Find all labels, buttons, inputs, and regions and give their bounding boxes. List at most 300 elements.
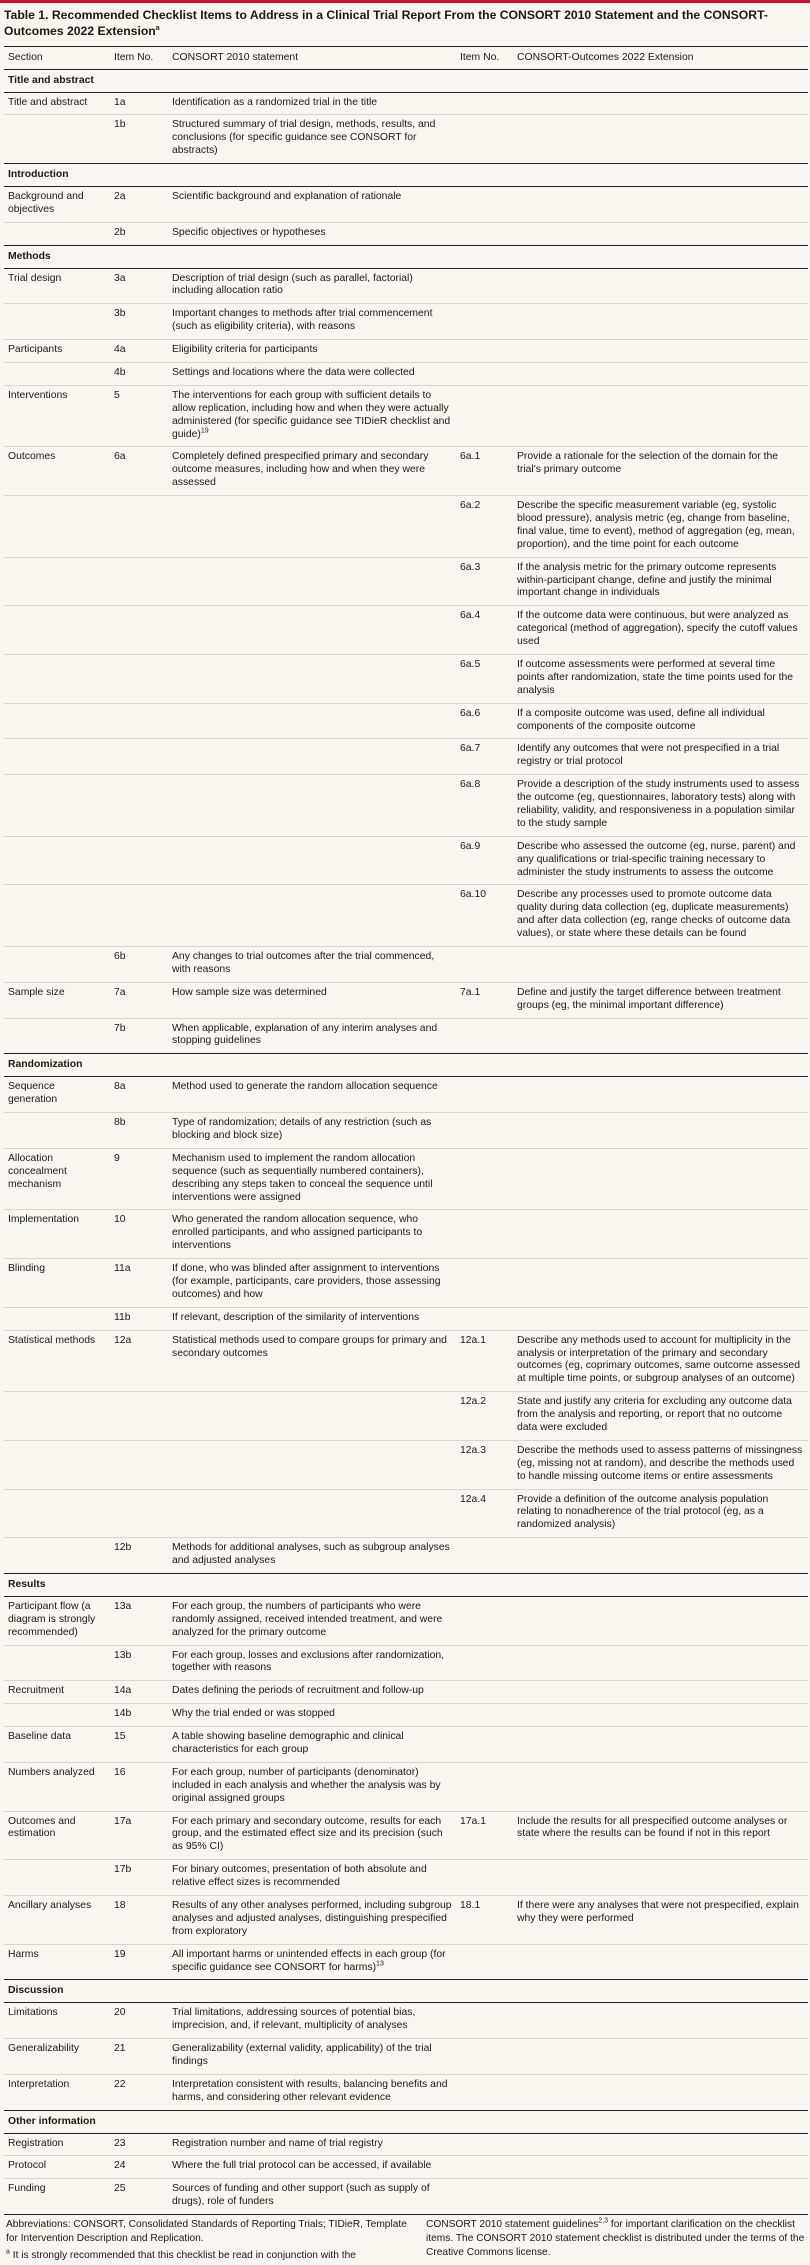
checklist-row [4,1259,808,1308]
section-cell-text: Trial design [8,272,62,284]
section-cell [4,92,110,115]
extension-item-number-cell-text: 6a.3 [460,561,481,573]
extension-item-number-cell [456,1489,513,1538]
item-number-cell [110,1596,168,1645]
table-caption [0,3,810,46]
consort-2010-item-cell-text: Trial limitations, addressing sources of potential bias, imprecision, and, if relevant, multiplicity of analyses [172,2007,416,2032]
item-number-cell [110,362,168,385]
extension-item-cell [513,222,808,245]
extension-item-number-cell-text: 6a.2 [460,500,481,512]
item-number-cell [110,496,168,558]
checklist-row [4,1704,808,1727]
section-cell [4,1896,110,1945]
extension-item-cell [513,1148,808,1210]
title-footnote-marker: a [155,24,160,32]
extension-item-number-cell-text: 12a.4 [460,1493,487,1505]
footnote-a-marker: a [6,2248,10,2256]
extension-item-number-cell [456,1210,513,1259]
extension-item-cell [513,557,808,606]
consort-2010-item-cell [168,2156,456,2179]
consort-2010-item-cell [168,1210,456,1259]
checklist-row [4,1113,808,1149]
item-number-cell [110,2039,168,2075]
consort-2010-item-cell [168,1681,456,1704]
section-cell [4,2179,110,2214]
section-cell-text: Participant flow (a diagram is strongly recommended) [8,1600,96,1638]
consort-2010-item-cell [168,885,456,947]
extension-item-number-cell-text: 12a.1 [460,1334,487,1346]
footnotes-left-column [4,2218,416,2265]
footnote-a-text: It is strongly recommended that this checklist be read in conjunction with the [12,2249,356,2261]
section-cell-text: Sample size [8,986,65,998]
extension-item-number-cell-text: 6a.9 [460,840,481,852]
section-cell [4,775,110,837]
consort-2010-item-cell [168,1860,456,1896]
section-cell-text: Outcomes [8,451,56,463]
consort-2010-item-cell-text: Scientific background and explanation of rationale [172,190,402,202]
extension-item-number-cell-text: 6a.4 [460,610,481,622]
extension-item-cell [513,1018,808,1054]
item-number-cell-text: 19 [114,1948,126,1960]
extension-item-number-cell [456,885,513,947]
section-heading-row [4,245,808,268]
checklist-row [4,1762,808,1811]
item-number-cell [110,1811,168,1860]
checklist-row [4,2133,808,2156]
extension-item-number-cell [456,2133,513,2156]
extension-item-cell-text: Provide a definition of the outcome analysis population relating to nonadherence of the trial protocol (eg, as a randomized analysis) [517,1493,769,1531]
extension-item-cell [513,385,808,447]
item-number-cell [110,1440,168,1489]
item-number-cell [110,775,168,837]
checklist-row [4,1307,808,1330]
consort-2010-item-cell-text: Eligibility criteria for participants [172,344,318,356]
section-heading: Discussion [4,1980,808,2003]
table-body [4,69,808,2214]
footnote-a-continued [426,2218,808,2259]
checklist-row [4,186,808,222]
checklist-row [4,885,808,947]
consort-2010-item-cell [168,1113,456,1149]
section-heading: Other information [4,2110,808,2133]
extension-item-cell [513,1811,808,1860]
extension-item-cell [513,1330,808,1392]
extension-item-number-cell-text: 6a.5 [460,659,481,670]
item-number-cell-text: 15 [114,1731,126,1743]
extension-item-cell [513,2133,808,2156]
extension-item-number-cell [456,655,513,704]
section-cell [4,557,110,606]
consort-2010-item-cell-text: Registration number and name of trial registry [172,2137,383,2149]
extension-item-cell [513,655,808,704]
extension-item-cell-text: Describe the specific measurement variable (eg, systolic blood pressure), analysis metric (eg, change from baseline, final value, time to event), method of aggregation (eg, mean, proportion), and the time point for each outcome [517,500,795,550]
section-cell-text: Limitations [8,2007,58,2019]
item-number-cell-text: 4b [114,366,126,378]
reference-superscript: 13 [376,1960,384,1968]
extension-item-number-cell [456,222,513,245]
item-number-cell [110,1307,168,1330]
checklist-row [4,1596,808,1645]
section-cell [4,1018,110,1054]
section-cell [4,1727,110,1763]
extension-item-number-cell [456,1077,513,1113]
checklist-row [4,1727,808,1763]
extension-item-number-cell-text: 12a.3 [460,1444,487,1456]
checklist-row [4,268,808,304]
consort-2010-item-cell-text: Generalizability (external validity, applicability) of the trial findings [172,2043,432,2068]
item-number-cell [110,1489,168,1538]
extension-item-cell-text: Describe the methods used to assess patterns of missingness (eg, missing not at random), and describe the methods used to handle missing outcome items or entire assessments [517,1444,803,1482]
item-number-cell-text: 13a [114,1600,132,1612]
extension-item-cell-text: Describe any processes used to promote outcome data quality during data collection (eg, duplicate measurements) and after data collection (eg, range checks of outcome data values), or state where these details can be found [517,889,791,940]
extension-item-number-cell-text: 17a.1 [460,1815,487,1827]
consort-2010-item-cell-text: How sample size was determined [172,986,327,998]
section-cell-text: Background and objectives [8,190,84,215]
extension-item-cell [513,606,808,655]
item-number-cell-text: 2b [114,226,126,238]
extension-item-cell [513,2179,808,2214]
section-heading-row [4,1980,808,2003]
extension-item-number-cell [456,362,513,385]
table-header-row [4,46,808,69]
extension-item-number-cell [456,1681,513,1704]
consort-2010-item-cell [168,186,456,222]
checklist-row [4,1392,808,1441]
item-number-cell [110,1538,168,1574]
extension-item-cell-text: Include the results for all prespecified outcome analyses or state where the results can be found if not in this report [517,1815,788,1840]
checklist-row [4,836,808,885]
item-number-cell [110,2003,168,2039]
checklist-row [4,496,808,558]
section-cell [4,2039,110,2075]
consort-2010-item-cell-text: Sources of funding and other support (such as supply of drugs), role of funders [172,2183,430,2208]
checklist-row [4,385,808,447]
extension-item-number-cell [456,2156,513,2179]
checklist-row [4,1681,808,1704]
section-cell [4,1330,110,1392]
checklist-row [4,1077,808,1113]
extension-item-cell [513,1681,808,1704]
item-number-cell [110,2156,168,2179]
section-cell [4,2003,110,2039]
section-heading-row [4,1054,808,1077]
section-cell-text: Harms [8,1948,39,1960]
extension-item-cell [513,1896,808,1945]
consort-2010-item-cell [168,1538,456,1574]
item-number-cell [110,385,168,447]
item-number-cell [110,1210,168,1259]
extension-item-cell [513,1645,808,1681]
extension-item-number-cell [456,1811,513,1860]
section-heading-row [4,1573,808,1596]
extension-item-cell-text: Describe any methods used to account for multiplicity in the analysis or interpretation of the primary and secondary outcomes (eg, coprimary outcomes, same outcome assessed at multiple time points, or subgroup analyses of an outcome) [517,1334,800,1385]
consort-2010-item-cell-text: For each group, losses and exclusions after randomization, together with reasons [172,1649,445,1674]
consort-2010-item-cell [168,1148,456,1210]
section-cell [4,222,110,245]
extension-item-cell-text: If outcome assessments were performed at several time points after randomization, state the time points used for the analysis [517,659,794,696]
section-heading: Results [4,1573,808,1596]
item-number-cell-text: 20 [114,2007,126,2019]
item-number-cell [110,268,168,304]
checklist-row [4,1489,808,1538]
section-cell [4,606,110,655]
section-cell [4,385,110,447]
section-cell [4,447,110,496]
consort-2010-item-cell [168,222,456,245]
item-number-cell [110,557,168,606]
checklist-row [4,362,808,385]
item-number-cell-text: 23 [114,2137,126,2149]
item-number-cell-text: 22 [114,2078,126,2090]
section-cell [4,2133,110,2156]
extension-item-number-cell [456,1148,513,1210]
extension-item-cell-text: If the outcome data were continuous, but were analyzed as categorical (method of aggregation), specify the cutoff values used [517,610,798,648]
consort-2010-item-cell [168,340,456,363]
consort-2010-item-cell-text: The interventions for each group with sufficient details to allow replication, including how and when they were actually administered (for specific guidance see TIDieR checklist and guide) [172,389,451,440]
extension-item-cell [513,496,808,558]
item-number-cell [110,885,168,947]
consort-2010-item-cell [168,1896,456,1945]
extension-item-cell [513,340,808,363]
section-cell [4,186,110,222]
section-cell [4,496,110,558]
item-number-cell-text: 5 [114,389,120,401]
extension-item-number-cell [456,385,513,447]
item-number-cell [110,1681,168,1704]
item-number-cell-text: 17b [114,1864,132,1876]
section-cell-text: Allocation concealment mechanism [8,1152,67,1190]
section-cell [4,885,110,947]
section-cell [4,1440,110,1489]
extension-item-cell [513,1113,808,1149]
extension-item-cell [513,268,808,304]
item-number-cell [110,1113,168,1149]
consort-2010-item-cell [168,447,456,496]
item-number-cell-text: 17a [114,1815,132,1827]
item-number-cell [110,739,168,775]
consort-2010-item-cell [168,775,456,837]
extension-item-cell-text: Provide a rationale for the selection of the domain for the trial's primary outcome [517,451,779,476]
extension-item-cell [513,1538,808,1574]
section-heading: Methods [4,245,808,268]
section-cell [4,655,110,704]
section-cell [4,1944,110,1980]
abbreviations-note: Abbreviations: CONSORT, Consolidated Standards of Reporting Trials; TIDieR, Template for Intervention Description and Replication. [6,2219,407,2244]
item-number-cell [110,1944,168,1980]
item-number-cell-text: 16 [114,1766,126,1778]
checklist-table [4,46,808,2214]
consort-2010-item-cell [168,496,456,558]
extension-item-cell-text: Identify any outcomes that were not prespecified in a trial registry or trial protocol [517,743,780,768]
footnote-a-cont-pre: CONSORT 2010 statement guidelines [426,2219,599,2231]
extension-item-number-cell [456,1538,513,1574]
section-cell-text: Recruitment [8,1685,65,1697]
item-number-cell-text: 18 [114,1900,126,1912]
extension-item-cell [513,947,808,983]
item-number-cell-text: 9 [114,1152,120,1164]
consort-2010-item-cell [168,655,456,704]
checklist-row [4,1645,808,1681]
consort-2010-item-cell-text: Who generated the random allocation sequence, who enrolled participants, and who assigned participants to interventions [172,1214,423,1252]
consort-2010-item-cell [168,2179,456,2214]
extension-item-cell [513,1210,808,1259]
consort-2010-item-cell [168,1811,456,1860]
consort-2010-item-cell-text: For each primary and secondary outcome, results for each group, and the estimated effect size and its precision (such as 95% CI) [172,1815,443,1853]
consort-2010-item-cell [168,2003,456,2039]
item-number-cell [110,2133,168,2156]
column-header-extension-item-no: Item No. [456,46,513,69]
section-cell [4,1392,110,1441]
section-cell-text: Interventions [8,389,68,401]
footnote-a [6,2249,416,2263]
item-number-cell-text: 8b [114,1117,126,1129]
consort-2010-item-cell [168,2039,456,2075]
consort-2010-item-cell-text: Important changes to methods after trial commencement (such as eligibility criteria), with reasons [172,308,433,333]
extension-item-cell [513,885,808,947]
item-number-cell-text: 24 [114,2160,126,2172]
item-number-cell [110,947,168,983]
extension-item-cell-text: Provide a description of the study instruments used to assess the outcome (eg, questionnaires, laboratory tests) along with reliability, validity, and responsiveness in a population similar to the study sample [517,779,800,829]
consort-2010-item-cell [168,2133,456,2156]
extension-item-number-cell [456,115,513,164]
section-cell-text: Ancillary analyses [8,1900,92,1912]
section-cell [4,982,110,1018]
consort-2010-item-cell-text: Type of randomization; details of any restriction (such as blocking and block size) [172,1117,432,1141]
checklist-row [4,1330,808,1392]
extension-item-number-cell [456,92,513,115]
consort-2010-item-cell-text: All important harms or unintended effects in each group (for specific guidance see CONSORT for harms) [172,1948,446,1973]
consort-2010-item-cell-text: Identification as a randomized trial in the title [172,96,378,108]
item-number-cell-text: 13b [114,1649,132,1661]
section-cell-text: Participants [8,344,63,356]
extension-item-number-cell [456,186,513,222]
extension-item-cell [513,775,808,837]
extension-item-cell [513,1440,808,1489]
column-header-section: Section [4,46,110,69]
consort-2010-item-cell [168,115,456,164]
extension-item-number-cell [456,947,513,983]
checklist-row [4,606,808,655]
section-cell-text: Outcomes and estimation [8,1815,76,1840]
checklist-row [4,1896,808,1945]
checklist-row [4,1210,808,1259]
section-cell [4,836,110,885]
item-number-cell-text: 4a [114,344,126,356]
consort-2010-item-cell-text: Method used to generate the random allocation sequence [172,1081,438,1093]
section-cell [4,1210,110,1259]
item-number-cell-text: 8a [114,1081,126,1093]
section-cell [4,1704,110,1727]
extension-item-number-cell [456,1645,513,1681]
extension-item-number-cell [456,775,513,837]
item-number-cell-text: 11a [114,1263,131,1275]
consort-2010-item-cell-text: Methods for additional analyses, such as subgroup analyses and adjusted analyses [172,1542,450,1567]
extension-item-number-cell [456,982,513,1018]
extension-item-number-cell [456,836,513,885]
consort-2010-item-cell [168,1077,456,1113]
extension-item-number-cell [456,1896,513,1945]
section-cell-text: Baseline data [8,1731,71,1743]
extension-item-cell [513,92,808,115]
consort-2010-item-cell [168,1727,456,1763]
checklist-row [4,447,808,496]
column-header-consort-2010: CONSORT 2010 statement [168,46,456,69]
consort-2010-item-cell [168,1645,456,1681]
consort-2010-item-cell [168,385,456,447]
consort-2010-item-cell-text: Interpretation consistent with results, balancing benefits and harms, and considering other relevant evidence [172,2078,448,2103]
item-number-cell [110,655,168,704]
checklist-row [4,304,808,340]
checklist-row [4,655,808,704]
extension-item-number-cell [456,340,513,363]
section-cell-text: Implementation [8,1214,80,1226]
consort-2010-item-cell [168,304,456,340]
extension-item-cell [513,1307,808,1330]
consort-2010-item-cell [168,947,456,983]
item-number-cell [110,1860,168,1896]
item-number-cell-text: 12b [114,1542,132,1554]
extension-item-cell [513,2003,808,2039]
extension-item-cell [513,1489,808,1538]
item-number-cell-text: 7b [114,1022,126,1034]
extension-item-cell [513,447,808,496]
item-number-cell [110,703,168,739]
extension-item-number-cell [456,2003,513,2039]
extension-item-cell [513,186,808,222]
item-number-cell-text: 3a [114,272,126,284]
section-cell [4,1148,110,1210]
section-cell-text: Protocol [8,2160,47,2172]
item-number-cell-text: 6a [114,451,126,463]
section-cell-text: Registration [8,2137,64,2149]
extension-item-number-cell [456,268,513,304]
extension-item-number-cell-text: 6a.8 [460,779,481,791]
extension-item-cell-text: State and justify any criteria for excluding any outcome data from the analysis and reporting, or report that no outcome data were excluded [517,1396,792,1433]
item-number-cell [110,92,168,115]
extension-item-cell [513,1762,808,1811]
checklist-row [4,739,808,775]
section-cell-text: Interpretation [8,2078,70,2090]
checklist-row [4,1860,808,1896]
section-cell [4,1762,110,1811]
consort-2010-item-cell [168,703,456,739]
extension-item-number-cell-text: 18.1 [460,1900,481,1912]
table-title: Table 1. Recommended Checklist Items to Address in a Clinical Trial Report From the CONSORT 2010 Statement and the CONSORT-Outcomes 2022 Extension [4,8,768,38]
consort-2010-item-cell-text: Any changes to trial outcomes after the trial commenced, with reasons [172,951,435,975]
item-number-cell [110,1330,168,1392]
consort-2010-item-cell-text: Settings and locations where the data were collected [172,366,415,378]
section-cell [4,1596,110,1645]
item-number-cell-text: 21 [114,2043,126,2055]
extension-item-number-cell [456,1944,513,1980]
consort-2010-item-cell [168,982,456,1018]
item-number-cell [110,2179,168,2214]
section-cell [4,739,110,775]
extension-item-number-cell [456,557,513,606]
item-number-cell-text: 14b [114,1708,132,1720]
extension-item-cell [513,1727,808,1763]
item-number-cell-text: 3b [114,308,126,320]
extension-item-cell [513,703,808,739]
checklist-row [4,2003,808,2039]
item-number-cell [110,1392,168,1441]
extension-item-number-cell [456,1307,513,1330]
checklist-row [4,92,808,115]
section-cell [4,1811,110,1860]
extension-item-number-cell [456,1860,513,1896]
extension-item-number-cell [456,447,513,496]
consort-2010-item-cell [168,1944,456,1980]
